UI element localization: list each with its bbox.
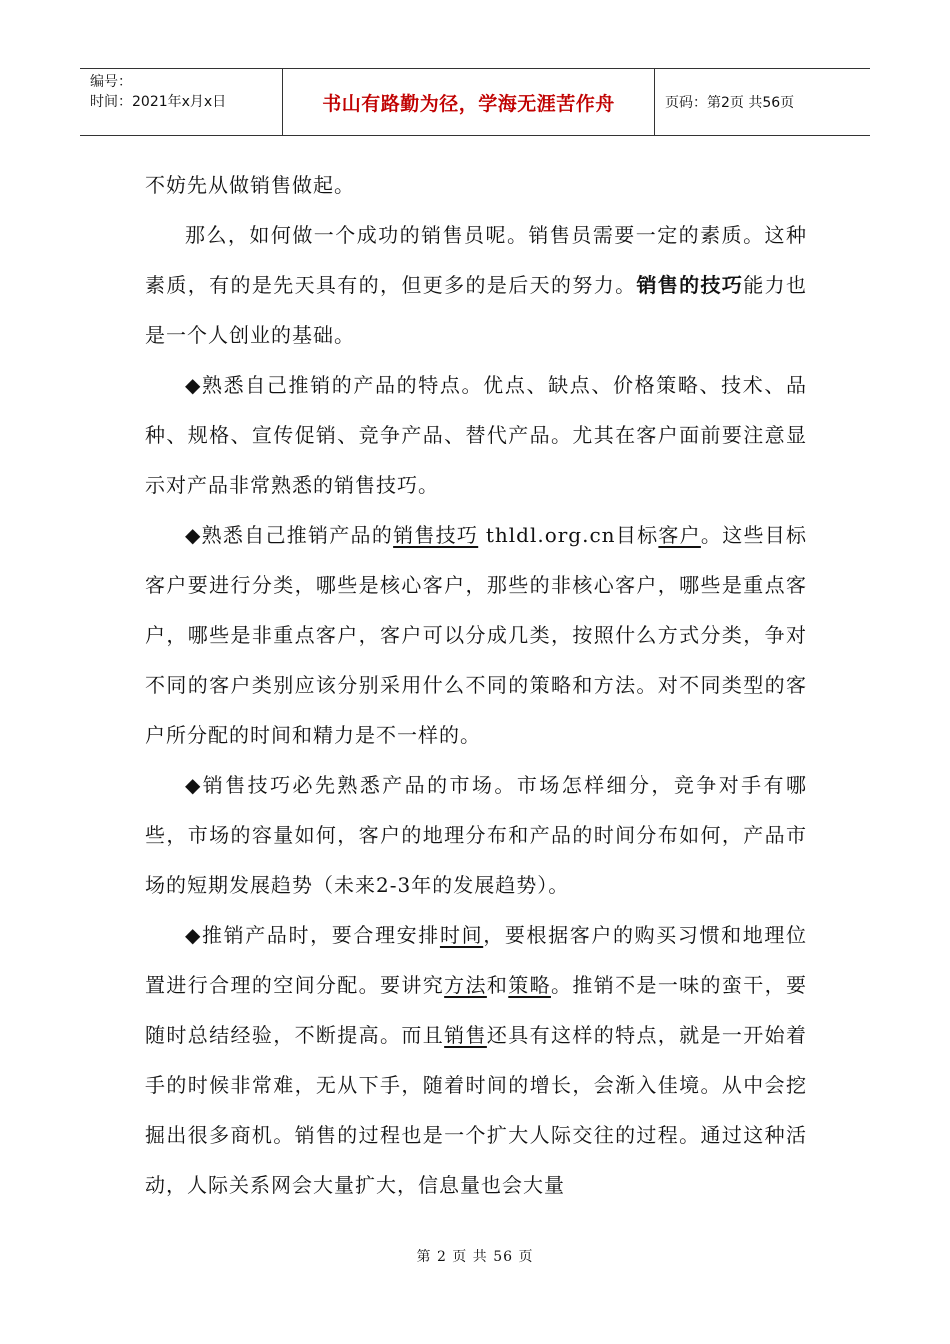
paragraph bbox=[145, 210, 807, 360]
paragraph bbox=[145, 510, 807, 760]
date-label: 时间：2021年x月x日 bbox=[90, 94, 227, 110]
paragraph-text: 和 bbox=[486, 973, 509, 997]
page-header bbox=[80, 68, 870, 136]
hyperlink-time[interactable]: 时间 bbox=[439, 923, 484, 947]
body-text bbox=[145, 160, 807, 1210]
paragraph-text: ，要根据客户的购买习惯和地理位置进行合理的空间分配。要讲究 bbox=[145, 923, 808, 997]
paragraph-text: ◆推销产品时，要合理安排 bbox=[185, 923, 440, 947]
hyperlink-sales-skills[interactable]: 销售技巧 bbox=[393, 523, 479, 547]
paragraph-text: thldl.org.cn目标 bbox=[478, 523, 659, 547]
paragraph-text: 还具有这样的特点，就是一开始着手的时候非常难，无从下手，随着时间的增长，会渐入佳境。从中会挖掘出很多商机。销售的过程也是一个扩大人际交往的过程。通过这种活动，人际关系网会大量扩大，信息量也会大量 bbox=[145, 1023, 808, 1197]
paragraph-text: ◆熟悉自己推销产品的 bbox=[185, 523, 394, 547]
hyperlink-sales[interactable]: 销售 bbox=[444, 1023, 487, 1047]
bold-phrase: 销售的技巧 bbox=[636, 273, 744, 297]
header-page-info: 页码：第2页 共56页 bbox=[665, 95, 795, 111]
paragraph bbox=[145, 760, 807, 910]
paragraph-text: ◆销售技巧必先熟悉产品的市场。市场怎样细分，竞争对手有哪些，市场的容量如何，客户的地理分布和产品的时间分布如何，产品市场的短期发展趋势（未来2-3年的发展趋势）。 bbox=[145, 773, 807, 897]
page-footer: 第 2 页 共 56 页 bbox=[416, 1249, 534, 1265]
paragraph-text: 能力也是一个人创业的基础。 bbox=[145, 273, 808, 347]
header-motto: 书山有路勤为径，学海无涯苦作舟 bbox=[283, 69, 655, 135]
hyperlink-customer[interactable]: 客户 bbox=[658, 523, 701, 547]
paragraph-text: ◆熟悉自己推销的产品的特点。优点、缺点、价格策略、技术、品种、规格、宣传促销、竞争产品、替代产品。尤其在客户面前要注意显示对产品非常熟悉的销售技巧。 bbox=[145, 373, 807, 497]
serial-number-label: 编号： bbox=[90, 74, 132, 90]
paragraph-text: 。推销不是一味的蛮干，要随时总结经验，不断提高。而且 bbox=[145, 973, 808, 1047]
paragraph-text: 那么，如何做一个成功的销售员呢。销售员需要一定的素质。这种素质，有的是先天具有的，但更多的是后天的努力。 bbox=[145, 223, 807, 297]
paragraph-text: 。这些目标客户要进行分类，哪些是核心客户，那些的非核心客户，哪些是重点客户，哪些是非重点客户，客户可以分成几类，按照什么方式分类，争对不同的客户类别应该分别采用什么不同的策略和方法。对不同类型的客户所分配的时间和精力是不一样的。 bbox=[145, 523, 808, 747]
hyperlink-strategy[interactable]: 策略 bbox=[508, 973, 551, 997]
paragraph-text: 不妨先从做销售做起。 bbox=[145, 173, 355, 197]
paragraph bbox=[145, 360, 807, 510]
header-meta bbox=[80, 69, 283, 135]
paragraph bbox=[145, 910, 807, 1210]
hyperlink-method[interactable]: 方法 bbox=[444, 973, 487, 997]
paragraph bbox=[145, 160, 807, 210]
